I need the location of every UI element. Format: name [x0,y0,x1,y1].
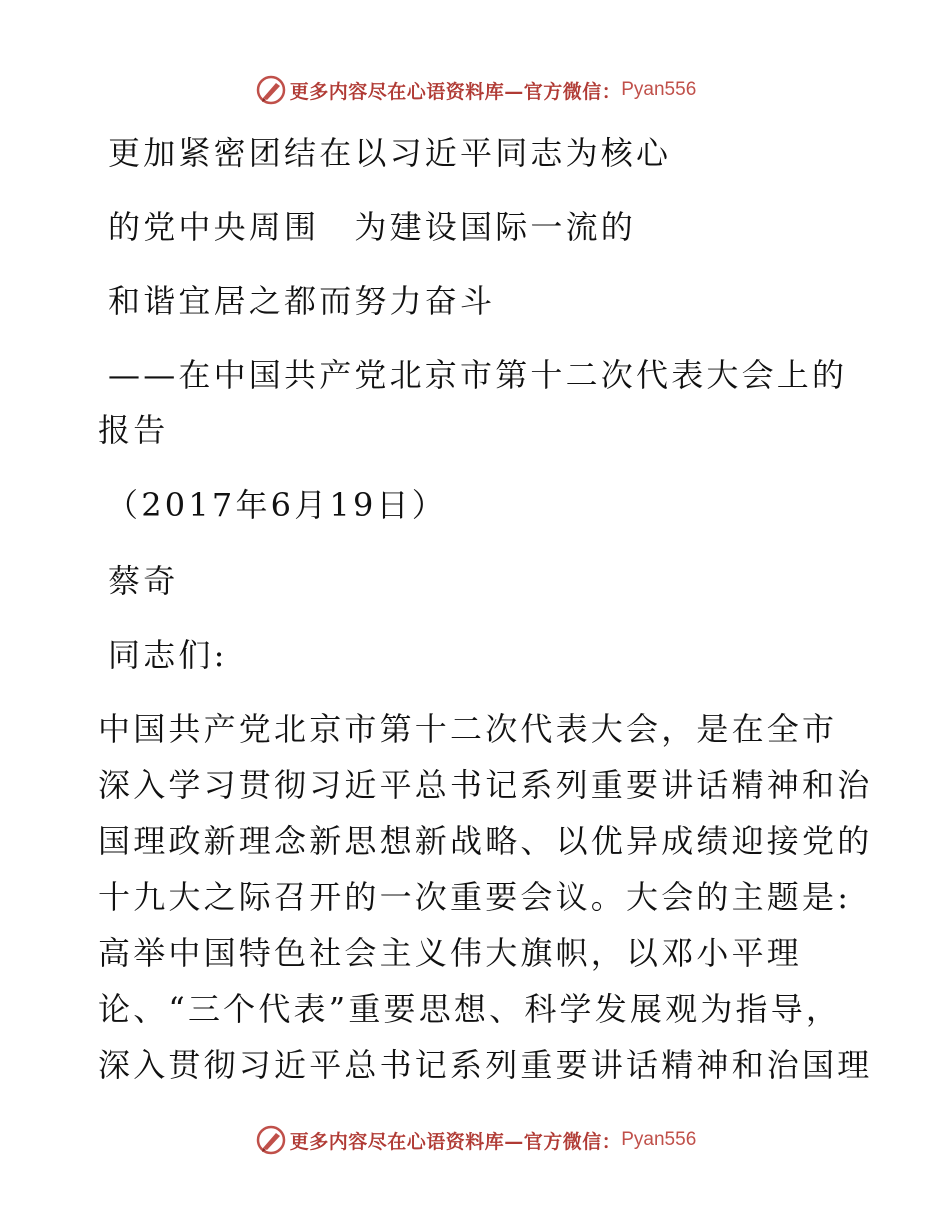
footer-watermark [0,1120,950,1160]
title-line-3: 和谐宜居之都而努力奋斗 [108,282,496,320]
paragraph-line: 中国共产党北京市第十二次代表大会，是在全市 [98,710,838,748]
paragraph-line: 深入贯彻习近平总书记系列重要讲话精神和治国理 [98,1046,873,1084]
title-line-2: 的党中央周围 为建设国际一流的 [108,208,637,246]
pen-logo-icon [254,73,288,107]
paragraph-line: 高举中国特色社会主义伟大旗帜，以邓小平理 [98,934,803,972]
header-watermark [0,70,950,110]
title-line-1: 更加紧密团结在以习近平同志为核心 [108,134,672,172]
paragraph-line: 深入学习贯彻习近平总书记系列重要讲话精神和治 [98,766,873,804]
watermark-wechat-id: Pyan556 [621,79,697,100]
watermark-text: 更多内容尽在心语资料库—官方微信： [289,1130,622,1153]
pen-logo-icon [254,1123,288,1157]
paragraph-line: 十九大之际召开的一次重要会议。大会的主题是: [98,878,852,916]
watermark-text: 更多内容尽在心语资料库—官方微信： [289,80,622,103]
salutation: 同志们: [108,636,228,674]
subtitle-line-1: ——在中国共产党北京市第十二次代表大会上的 [108,356,848,394]
report-date: （2017年6月19日） [106,486,447,524]
watermark-wechat-id: Pyan556 [621,1129,697,1150]
author-name: 蔡奇 [108,562,179,600]
paragraph-line: 国理政新理念新思想新战略、以优异成绩迎接党的 [98,822,873,860]
paragraph-line: 论、“三个代表”重要思想、科学发展观为指导， [98,990,842,1028]
subtitle-line-2: 报告 [98,411,169,449]
